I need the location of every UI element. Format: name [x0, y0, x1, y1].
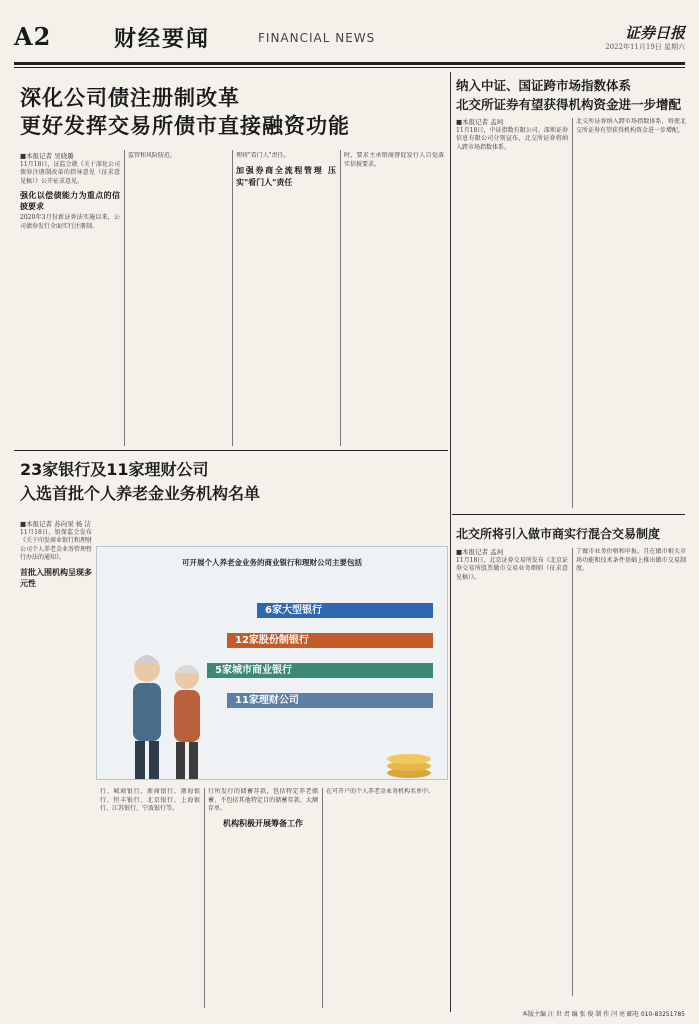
right-top-headline	[456, 76, 686, 114]
lead-column-2	[128, 152, 228, 444]
right-top-byline: ■本报记者 孟珂	[456, 118, 504, 126]
coin-stack-icon	[379, 739, 439, 779]
column-divider	[204, 788, 205, 1008]
column-divider	[340, 150, 341, 446]
right-mid-column-2	[576, 548, 686, 996]
infographic-title: 可开展个人养老金业务的商业银行和理财公司主要包括	[182, 558, 362, 567]
lead-headline-line1: 深化公司债注册制改革	[20, 86, 240, 110]
mid-col2-text: 行、城商银行、浙商银行、渤海银行、恒丰银行、北京银行、上海银行、江苏银行、宁波银行等。	[100, 788, 200, 813]
mid-col1-text: 11月18日，银保监会发布《关于印发商业银行和理财公司个人养老金业务管理暂行办法的通知》。	[20, 528, 92, 562]
right-top-col1-text: 11月18日，中证指数有限公司、深圳证券信息有限公司分别宣布，北交所证券将纳入跨市场指数体系。	[456, 126, 568, 151]
lead-col3-text: 理将"看门人"责任。	[236, 152, 290, 159]
right-top-column-1	[456, 118, 568, 508]
infographic	[96, 546, 448, 780]
masthead-rule-thin	[14, 67, 685, 68]
right-mid-headline	[456, 526, 686, 542]
right-mid-col1-text: 11月18日，北京证券交易所发布《北京证券交易所股票做市交易业务细则（征求意见稿）》。	[456, 556, 568, 581]
mid-headline-line1: 23家银行及11家理财公司	[20, 460, 209, 479]
masthead	[14, 22, 685, 58]
section-divider	[450, 72, 451, 1012]
right-mid-headline-text: 北交所将引入做市商实行混合交易制度	[456, 527, 661, 541]
masthead-rule	[14, 62, 685, 65]
mid-byline: ■本报记者 苏向杲 杨 洁	[20, 520, 91, 528]
right-mid-column-1	[456, 548, 568, 996]
right-top-headline-line2: 北交所证券有望获得机构资金进一步增配	[456, 97, 682, 112]
mid-column-2	[100, 788, 200, 1008]
right-mid-byline: ■本报记者 孟珂	[456, 548, 504, 556]
mid-subhead-1: 首批入围机构呈现多元性	[20, 567, 92, 588]
newspaper-logo: 证券日报	[624, 24, 685, 42]
mid-column-1	[20, 520, 92, 1000]
section-title-en: FINANCIAL NEWS	[258, 31, 376, 45]
mid-column-4	[326, 788, 444, 1008]
page-footer: 本版主编 汪 世 责 编 张 俊 制 作 闫 亮 邮电 010-83251785	[521, 1011, 685, 1018]
elderly-couple-illustration-icon	[111, 629, 221, 779]
infographic-item: 5家城市商业银行	[207, 663, 433, 678]
lead-column-4	[344, 152, 444, 444]
lead-byline: ■本报记者 吴晓璐	[20, 152, 74, 160]
story-divider	[452, 514, 685, 515]
page-number: A2	[14, 22, 52, 51]
right-top-col2-text: 北交所证券纳入跨市场指数体系，将使北交所证券有望获得机构资金进一步增配。	[576, 118, 686, 134]
section-title: 财经要闻	[114, 27, 211, 52]
lead-col1b-text: 2020年3月份新证券法实施以来，公司债券发行全面实行注册制。	[20, 214, 120, 230]
lead-col1-text: 11月18日，证监会就《关于深化公司债券注册制改革的指导意见（征求意见稿）》公开征求意见。	[20, 160, 120, 185]
column-divider	[322, 788, 323, 1008]
lead-headline	[20, 84, 440, 140]
infographic-item: 12家股份制银行	[227, 633, 433, 648]
lead-column-1	[20, 152, 120, 444]
mid-headline	[20, 458, 440, 506]
lead-column-3	[236, 152, 336, 444]
story-divider	[14, 450, 448, 451]
issue-date: 2022年11月19日 星期六	[605, 43, 685, 51]
column-divider	[572, 118, 573, 508]
lead-col2-text: 监管和风险防范。	[128, 152, 177, 159]
lead-subhead-1: 强化以偿债能力为重点的信披要求	[20, 191, 120, 212]
right-top-headline-line1: 纳入中证、国证跨市场指数体系	[456, 78, 632, 93]
column-divider	[232, 150, 233, 446]
mid-headline-line2: 入选首批个人养老金业务机构名单	[20, 484, 261, 503]
lead-col4-text: 时，要求主承销商督促发行人自觉落实信披要求。	[344, 152, 444, 168]
mid-column-3	[208, 788, 318, 1008]
lead-headline-line2: 更好发挥交易所债市直接融资功能	[20, 114, 350, 138]
infographic-item: 11家理财公司	[227, 693, 433, 708]
right-mid-col2-text: 了做市业务价格和申报，且在做市相关市场功能和技术条件基础上推出做市交易制度。	[576, 548, 686, 573]
column-divider	[124, 150, 125, 446]
mid-col3-text: 行所发行的储蓄存款，包括特定养老储蓄、不包括其他特定目的储蓄存款、大额存单。	[208, 788, 318, 813]
infographic-item: 6家大型银行	[257, 603, 433, 618]
column-divider	[572, 548, 573, 996]
mid-subhead-2: 机构积极开展筹备工作	[223, 818, 303, 828]
right-top-column-2	[576, 118, 686, 508]
lead-subhead-2: 加强券商全流程管理 压实"看门人"责任	[236, 165, 336, 187]
mid-col4-text: 在可开户的个人养老金业务机构名单中。	[326, 788, 435, 795]
